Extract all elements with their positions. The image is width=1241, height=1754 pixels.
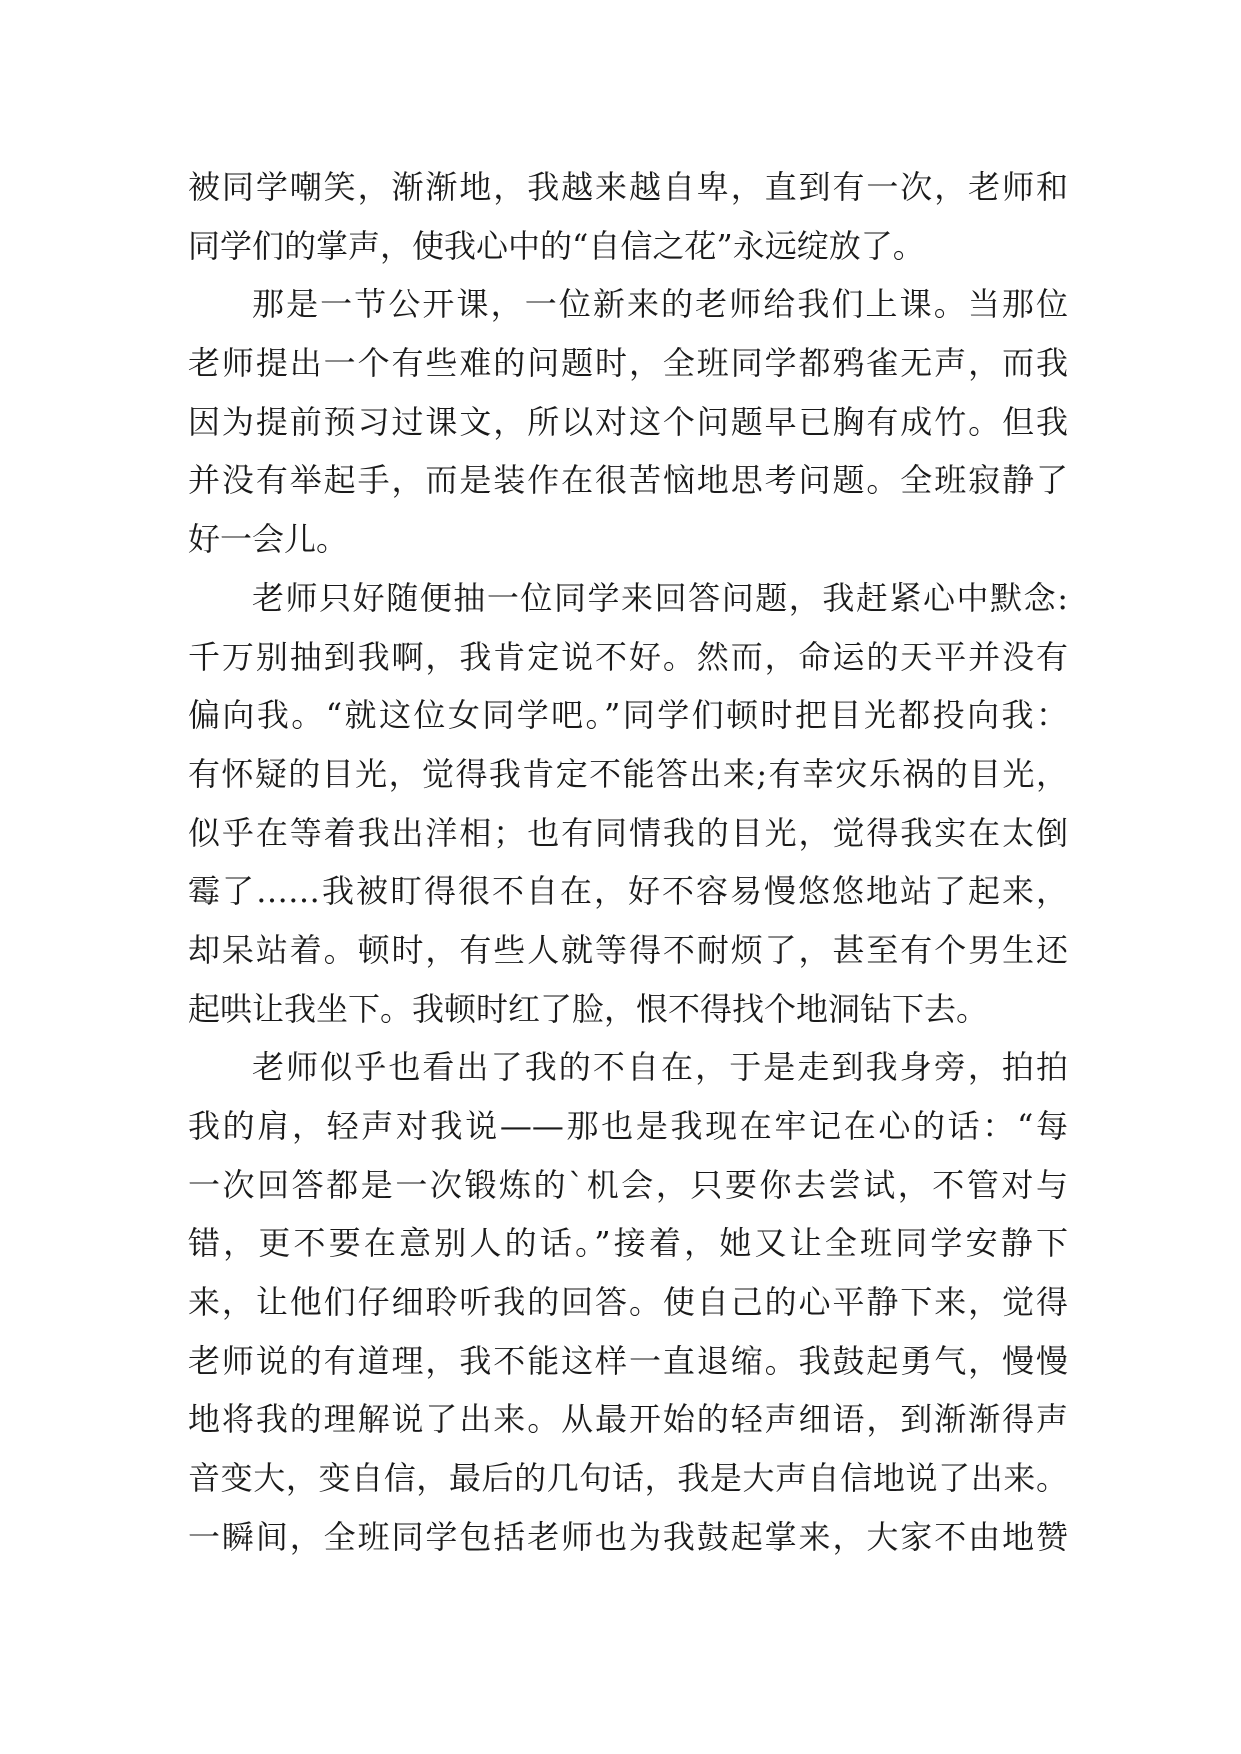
text-line: 老师提出一个有些难的问题时，全班同学都鸦雀无声，而我 — [188, 344, 1068, 383]
text-line: 我的肩，轻声对我说——那也是我现在牢记在心的话：“每 — [188, 1107, 1068, 1145]
text-line: 被同学嘲笑，渐渐地，我越来越自卑，直到有一次，老师和 — [188, 168, 1068, 206]
text-line: 因为提前预习过课文，所以对这个问题早已胸有成竹。但我 — [188, 402, 1068, 441]
text-line: 却呆站着。顿时，有些人就等得不耐烦了，甚至有个男生还 — [188, 930, 1068, 969]
paragraph — [188, 158, 1068, 275]
text-line: 千万别抽到我啊，我肯定说不好。然而，命运的天平并没有 — [188, 637, 1068, 676]
text-line: 来，让他们仔细聆听我的回答。使自己的心平静下来，觉得 — [188, 1283, 1068, 1322]
text-line: 并没有举起手，而是装作在很苦恼地思考问题。全班寂静了 — [188, 461, 1068, 500]
text-line: 起哄让我坐下。我顿时红了脸，恨不得找个地洞钻下去。 — [188, 989, 989, 1028]
paragraph — [188, 275, 1068, 568]
text-line: 老师只好随便抽一位同学来回答问题，我赶紧心中默念: — [252, 578, 1068, 617]
text-line: 地将我的理解说了出来。从最开始的轻声细语，到渐渐得声 — [188, 1400, 1068, 1439]
paragraph — [188, 569, 1068, 1039]
paragraph — [188, 1038, 1068, 1566]
text-line: 似乎在等着我出洋相；也有同情我的目光，觉得我实在太倒 — [188, 813, 1068, 852]
text-line: 老师说的有道理，我不能这样一直退缩。我鼓起勇气，慢慢 — [188, 1341, 1068, 1380]
text-line: 好一会儿。 — [188, 520, 349, 559]
text-line: 偏向我。“就这位女同学吧。”同学们顿时把目光都投向我： — [188, 696, 1068, 735]
document-body — [188, 158, 1068, 1567]
text-line: 有怀疑的目光，觉得我肯定不能答出来;有幸灾乐祸的目光， — [188, 754, 1068, 793]
text-line: 霉了……我被盯得很不自在，好不容易慢悠悠地站了起来， — [188, 872, 1068, 911]
text-line: 一瞬间，全班同学包括老师也为我鼓起掌来，大家不由地赞 — [188, 1517, 1068, 1556]
text-line: 老师似乎也看出了我的不自在，于是走到我身旁，拍拍 — [252, 1048, 1068, 1087]
text-line: 音变大，变自信，最后的几句话，我是大声自信地说了出来。 — [188, 1459, 1068, 1498]
text-line: 一次回答都是一次锻炼的`机会，只要你去尝试，不管对与 — [188, 1165, 1068, 1204]
text-line: 同学们的掌声，使我心中的“自信之花”永远绽放了。 — [188, 226, 925, 265]
text-line: 错，更不要在意别人的话。”接着，她又让全班同学安静下 — [188, 1224, 1068, 1263]
text-line: 那是一节公开课，一位新来的老师给我们上课。当那位 — [252, 285, 1068, 324]
